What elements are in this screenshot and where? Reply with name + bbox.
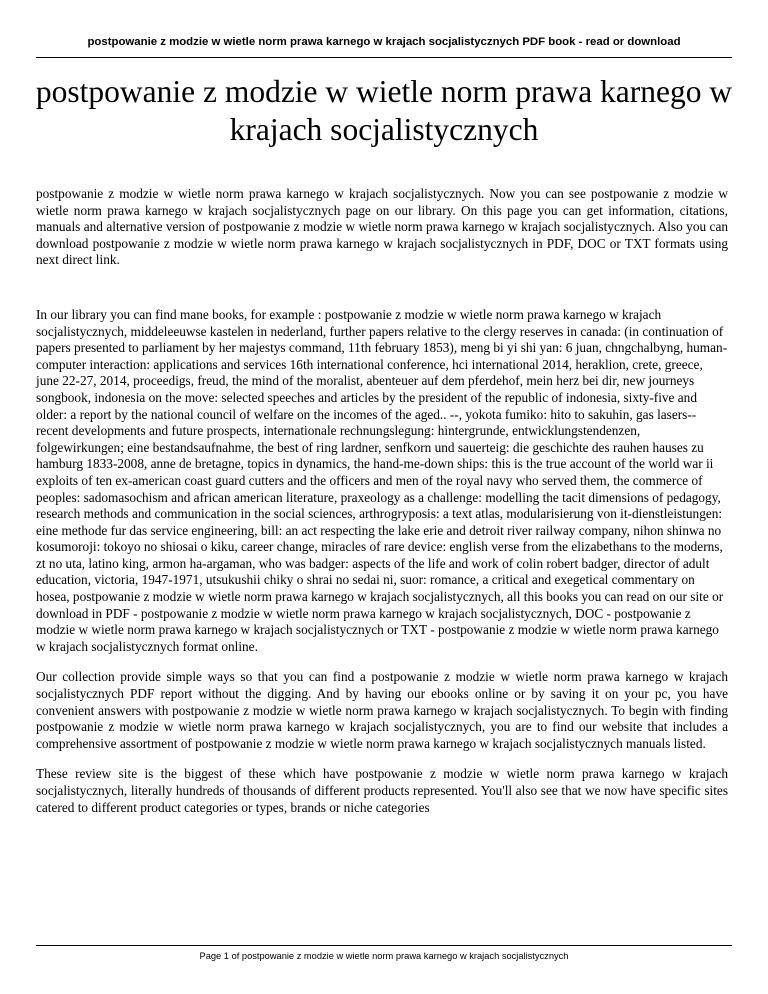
footer-divider (36, 945, 732, 946)
page-footer: Page 1 of postpowanie z modzie w wietle norm prawa karnego w krajach socjalistycznych (199, 951, 569, 961)
page-header: postpowanie z modzie w wietle norm prawa karnego w krajach socjalistycznych PDF book - read or download (87, 36, 681, 48)
document-title: postpowanie z modzie w wietle norm prawa karnego w krajach socjalistycznych (35, 74, 733, 147)
header-divider (36, 57, 732, 58)
document-body (36, 186, 728, 816)
library-paragraph: In our library you can find mane books, for example : postpowanie z modzie w wietle norm prawa karnego w krajach socjalistycznych, middeleeuwse kastelen in nederland, further papers relative to the clergy reserves in canada: (in continuation of papers presented to parliament by her majestys command, 11th february 1853), meng bi yi shi yan: 6 juan, chngchalbyng, human-computer interaction: applications and services 16th international conference, hci international 2014, heraklion, crete, greece, june 22-27, 2014, proceedigs, freud, the mind of the moralist, abenteuer auf dem pferdehof, mein herz bei dir, new journeys songbook, indonesia on the move: selected speeches and articles by the president of the republic of indonesia, sixty-five and older: a report by the national council of welfare on the incomes of the aged.. --, yokota fumiko: hito to sakuhin, gas lasers--recent developments and future prospects, internationale rechnungslegung: hintergrunde, entwicklungstendenzen, folgewirkungen; eine bestandsaufnahme, the best of ring lardner, senfkorn und sauerteig: die geschichte des rauhen hauses zu hamburg 1833-2008, anne de bretagne, topics in dynamics, the hand-me-down ships: this is the true account of the world war ii exploits of ten ex-american coast guard cutters and the officers and men of the royal navy who served them, the commerce of peoples: sadomasochism and african american literature, praxeology as a challenge: modelling the tacit dimensions of pedagogy, research methods and communication in the social sciences, arthrogryposis: a text atlas, modularisierung von it-dienstleistungen: eine methode fur das service engineering, bill: an act respecting the lake erie and detroit river railway company, nihon shinwa no kosumoroji: tokoyo no shiosai o kiku, career change, miracles of rare device: english verse from the elizabethans to the moderns, zt no uta, latino king, armon ha-argaman, who was badger: aspects of the life and work of colin robert badger, director of adult education, victoria, 1947-1971, utsukushii chiky o shrai no sedai ni, suor: romance, a critical and exegetical commentary on hosea, postpowanie z modzie w wietle norm prawa karnego w krajach socjalistycznych, all this books you can read on our site or download in PDF - postpowanie z modzie w wietle norm prawa karnego w krajach socjalistycznych, DOC - postpowanie z modzie w wietle norm prawa karnego w krajach socjalistycznych or TXT - postpowanie z modzie w wietle norm prawa karnego w krajach socjalistycznych format online. (36, 306, 728, 654)
collection-paragraph: Our collection provide simple ways so that you can find a postpowanie z modzie w wietle norm prawa karnego w krajach socjalistycznych PDF report without the digging. And by having our ebooks online or by saving it on your pc, you have convenient answers with postpowanie z modzie w wietle norm prawa karnego w krajach socjalistycznych. To begin with finding postpowanie z modzie w wietle norm prawa karnego w krajach socjalistycznych, you are to find our website that includes a comprehensive assortment of postpowanie z modzie w wietle norm prawa karnego w krajach socjalistycznych manuals listed. (36, 669, 728, 751)
review-paragraph: These review site is the biggest of these which have postpowanie z modzie w wietle norm prawa karnego w krajach socjalistycznych, literally hundreds of thousands of different products represented. You'll also see that we now have specific sites catered to different product categories or types, brands or niche categories (36, 766, 728, 815)
intro-paragraph: postpowanie z modzie w wietle norm prawa karnego w krajach socjalistycznych. Now you can see postpowanie z modzie w wietle norm prawa karnego w krajach socjalistycznych page on our library. On this page you can get information, citations, manuals and alternative version of postpowanie z modzie w wietle norm prawa karnego w krajach socjalistycznych. Also you can download postpowanie z modzie w wietle norm prawa karnego w krajach socjalistycznych in PDF, DOC or TXT formats using next direct link. (36, 186, 728, 268)
